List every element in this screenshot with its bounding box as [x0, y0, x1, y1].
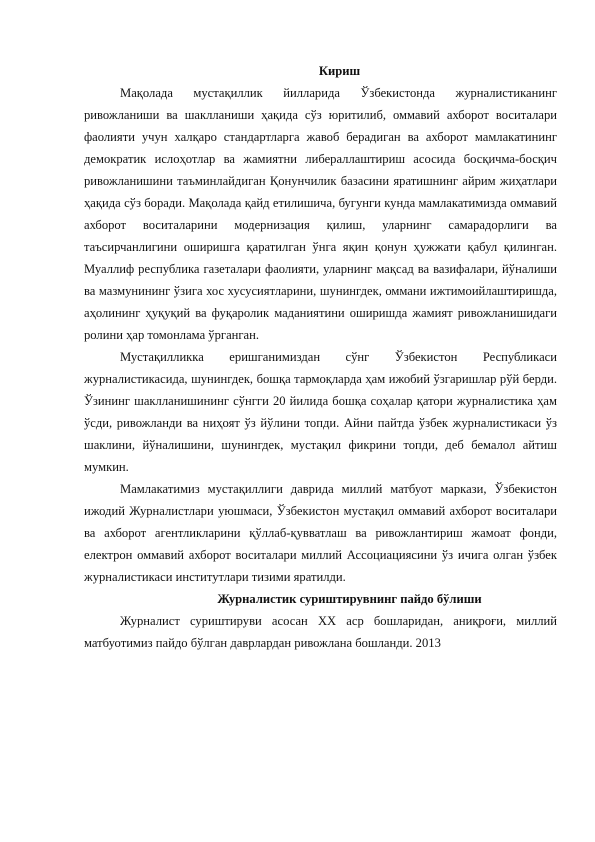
paragraph-4: Журналист суриштируви асосан XX аср бошларидан, аниқроғи, миллий матбуотимиз пайдо бўлган даврлардан ривожлана бошланди. 2013 [84, 614, 557, 650]
paragraph-3: Мамлакатимиз мустақиллиги даврида миллий матбуот маркази, Ўзбекистон ижодий Журналистлари уюшмаси, Ўзбекистон мустақил оммавий ахборот воситалари ва ахборот агентликларини қўллаб-қувватлаш ва ривожлантириш жамоат фонди, електрон оммавий ахборот воситалари миллий Ассоциациясини ўз ичига олган ўзбек журналистикаси институтлари тизими яратилди. [84, 482, 557, 584]
section-subtitle: Журналистик суриштирувнинг пайдо бўлиши [217, 592, 482, 606]
paragraph-1: Мақолада мустақиллик йилларида Ўзбекистонда журналистиканинг ривожланиши ва шаклланиши ҳақида сўз юритилиб, оммавий ахборот воситалари фаолияти учун халқаро стандартларга жавоб берадиган ва ахборот мамлакатининг демократик ислоҳотлар ва жамиятни либераллаштириш асосида босқичма-босқич ривожланишини таъминлайдиган Қонунчилик базасини яратишнинг айрим жиҳатлари ҳақида сўз боради. Мақолада қайд етилишича, бугунги кунда мамлакатимизда оммавий ахборот воситаларини модернизация қилиш, уларнинг самарадорлиги ва таъсирчанлигини оширишга қаратилган ўнга яқин қонун ҳужжати қабул қилинган. Муаллиф республика газеталари фаолияти, уларнинг мақсад ва вазифалари, йўналиши ва мазмунининг ўзига хос хусусиятларини, шунингдек, оммани ижтимоийлаштиришда, аҳолининг ҳуқуқий ва фуқаролик маданиятини оширишда жамият ривожланишидаги ролини ҳар томонлама ўрганган. [84, 86, 557, 342]
section-title: Кириш [318, 64, 361, 78]
document-page [84, 60, 557, 654]
paragraph-2: Мустақилликка еришганимиздан сўнг Ўзбекистон Республикаси журналистикасида, шунингдек, бошқа тармоқларда ҳам ижобий ўзгаришлар рўй берди. Ўзининг шаклланишининг сўнгги 20 йилида бошқа соҳалар қатори журналистика ҳам ўсди, ривожланди ва ниҳоят ўз йўлини топди. Айни пайтда ўзбек журналистикаси ўз шаклини, йўналишини, шунингдек, мустақил фикрини топди, деб бемалол айтиш мумкин. [84, 350, 557, 474]
